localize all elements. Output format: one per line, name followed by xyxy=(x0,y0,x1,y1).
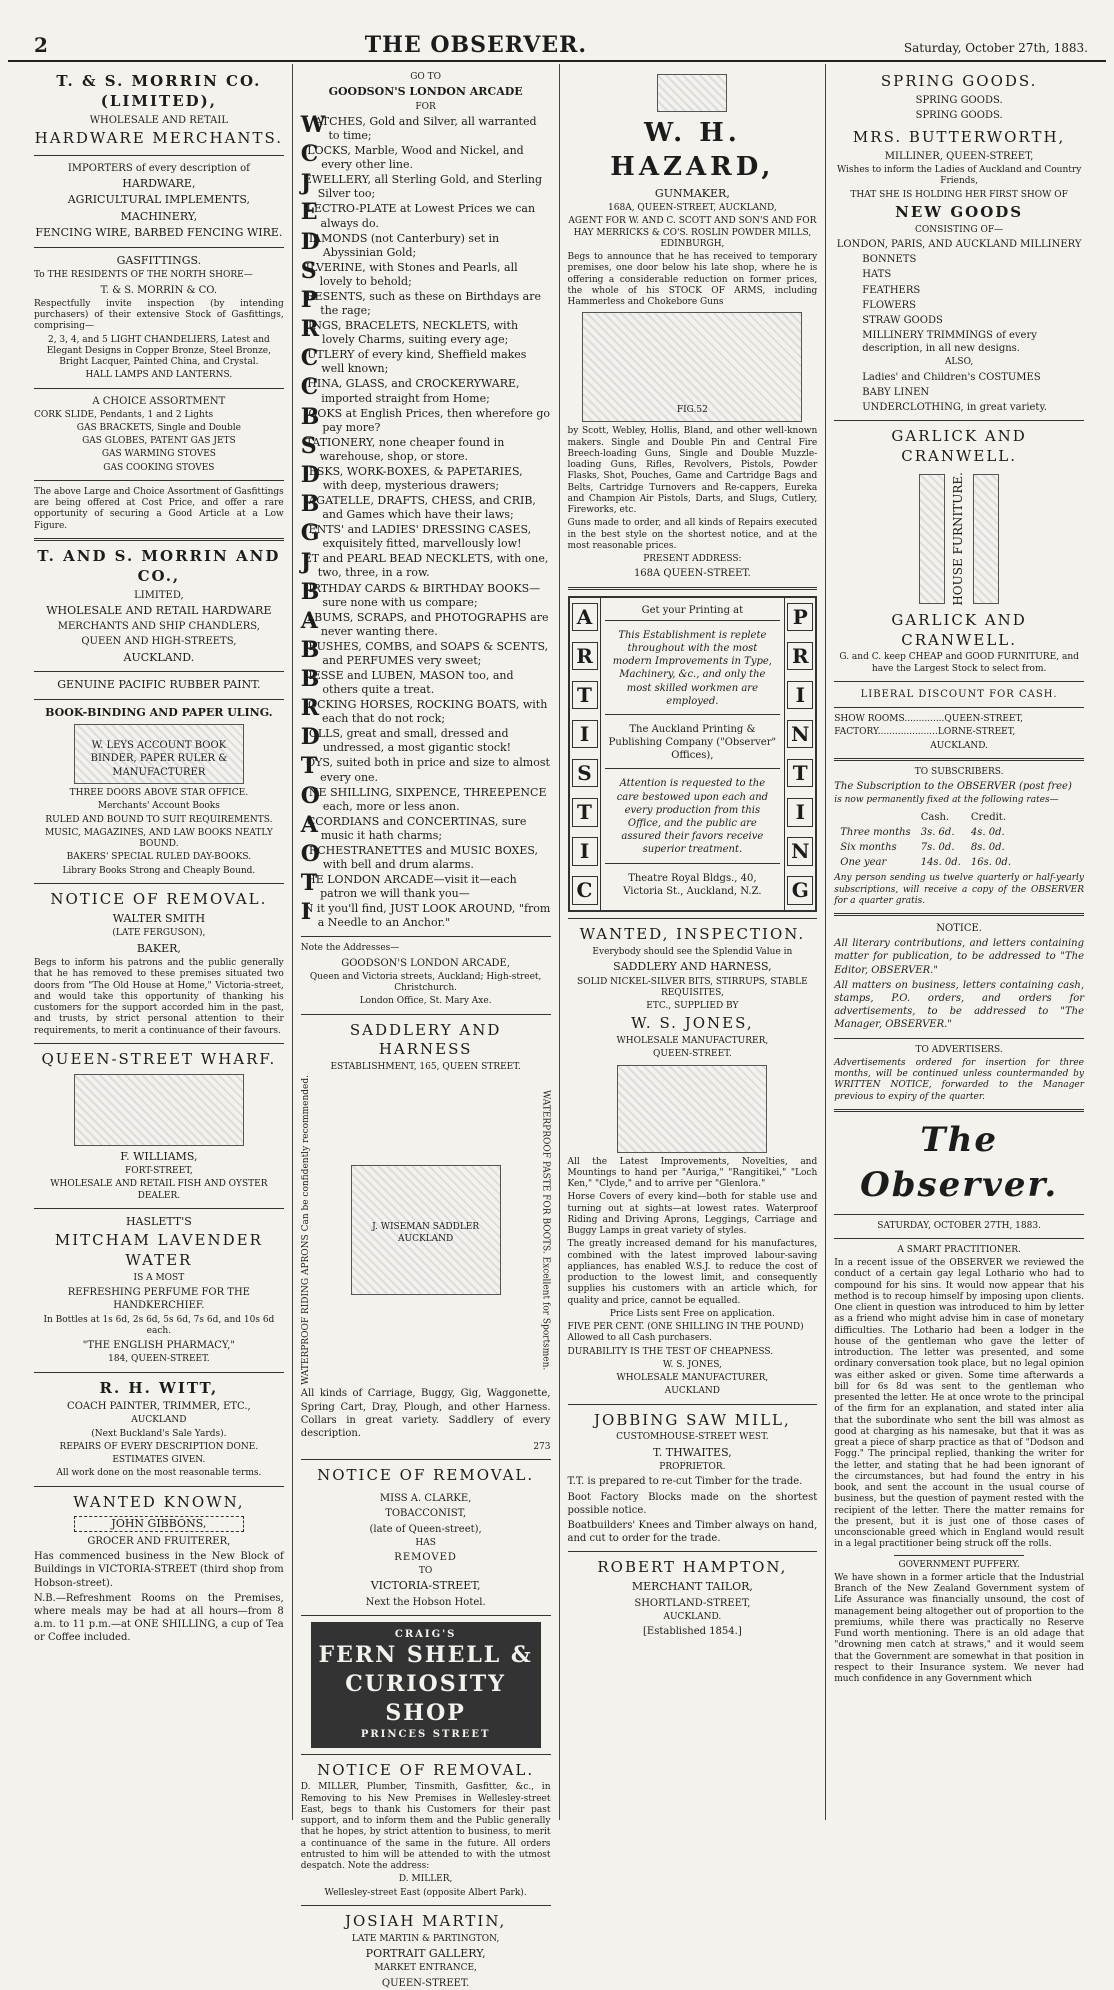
editorial-date: SATURDAY, OCTOBER 27TH, 1883. xyxy=(877,1220,1041,1231)
issue-date: Saturday, October 27th, 1883. xyxy=(903,41,1088,55)
martin-l4: QUEEN-STREET. xyxy=(381,1977,470,1989)
witt-l1: COACH PAINTER, TRIMMER, ETC., xyxy=(67,1401,251,1413)
morrin-c1: CORK SLIDE, Pendants, 1 and 2 Lights xyxy=(34,409,214,420)
printing-left-letter: C xyxy=(572,876,598,904)
witt-l3: (Next Buckland's Sale Yards). xyxy=(91,1428,227,1439)
jones-l6: QUEEN-STREET. xyxy=(653,1049,732,1060)
spring-consisting: CONSISTING OF— xyxy=(915,224,1004,235)
rates-cell: 3s. 6d. xyxy=(920,826,955,838)
clarke-l1: TOBACCONIST, xyxy=(385,1508,467,1520)
morrin-sub1: WHOLESALE AND RETAIL xyxy=(89,114,228,126)
hazard-l1: 168A, QUEEN-STREET, AUCKLAND, xyxy=(608,203,777,214)
spring-also: ALSO, xyxy=(944,357,974,368)
hampton-advert xyxy=(568,1558,818,1638)
spring-item-list-2 xyxy=(834,371,1084,415)
rates-cell: Three months xyxy=(840,826,911,838)
arcade-item: STATIONERY, none cheaper found in warehouse, shop, or store. xyxy=(300,432,505,463)
arcade-item: DESKS, WORK-BOXES, & PAPETARIES, with deep, mysterious drawers; xyxy=(300,461,523,492)
editorial-notice xyxy=(834,922,1084,1032)
notice-p2: All matters on business, letters containing cash, stamps, P.O. orders, and orders for advertisements, to be addressed to "The Manager, OBSERVER." xyxy=(834,979,1084,1031)
hampton-l2: SHORTLAND-STREET, xyxy=(634,1597,751,1609)
arcade-item: TOYS, suited both in price and size to almost every one. xyxy=(300,753,550,784)
printing-it2: Attention is requested to the care bestowed upon each and every production from this Office, and the public are assured their favors receive superior treatment. xyxy=(605,771,781,863)
saddlery-num: 273 xyxy=(533,1442,551,1453)
craig-l1: CRAIG'S xyxy=(394,1629,457,1641)
hazard-heading: W. H. HAZARD, xyxy=(610,118,775,183)
printing-left-letter: T xyxy=(572,681,598,709)
bookbinding-b2: RULED AND BOUND TO SUIT REQUIREMENTS. xyxy=(45,814,273,825)
rates-cell: 4s. 0d. xyxy=(970,826,1005,838)
martin-l1: LATE MARTIN & PARTINGTON, xyxy=(351,1933,500,1944)
martin-advert xyxy=(301,1912,551,1990)
gibbons-body: Has commenced business in the New Block of Buildings in VICTORIA-STREET (third shop from Hobson-street). xyxy=(34,1551,284,1589)
haslett-l3: REFRESHING PERFUME FOR THE HANDKERCHIEF. xyxy=(67,1287,250,1312)
clarke-l7: Next the Hobson Hotel. xyxy=(365,1596,486,1608)
witt-advert xyxy=(34,1379,284,1480)
gibbons-trade: GROCER AND FRUITERER, xyxy=(87,1536,231,1548)
garlick-liberal: LIBERAL DISCOUNT FOR CASH. xyxy=(860,688,1058,700)
morrin-l4: FENCING WIRE, BARBED FENCING WIRE. xyxy=(35,226,283,240)
printing-left-letter: A xyxy=(572,603,598,631)
arcade-item: ONE SHILLING, SIXPENCE, THREEPENCE each, more or less anon. xyxy=(300,782,547,813)
morrin-body3: HALL LAMPS AND LANTERNS. xyxy=(85,370,233,381)
morrin2-l3: MERCHANTS AND SHIP CHANDLERS, xyxy=(57,621,260,633)
arcade-item: CLOCKS, Marble, Wood and Nickel, and every other line. xyxy=(300,141,524,172)
arcade-addr3: London Office, St. Mary Axe. xyxy=(359,996,492,1007)
column-2 xyxy=(293,64,560,1989)
jones-n2: W. S. JONES, xyxy=(662,1359,722,1370)
hazard-body1: Begs to announce that he has received to temporary premises, one door below his late shop, where he is offering a considerable reduction on former prices, the whole of his STOCK OF ARMS, including Hammerless and Chokebore Guns xyxy=(567,252,818,308)
saddlery-body: All kinds of Carriage, Buggy, Gig, Waggonette, Spring Cart, Dray, Plough, and other Harness. Collars in great variety. Saddlery of every description. xyxy=(300,1388,551,1439)
morrin2-l5: AUCKLAND. xyxy=(123,650,195,664)
morrin-closing: The above Large and Choice Assortment of Gasfittings are being offered at Cost Price, and offer a rare opportunity of securing a Good Article at a Low Figure. xyxy=(34,486,284,531)
arcade-note: Note the Addresses— xyxy=(300,943,400,954)
garlick-heading: GARLICK AND CRANWELL. xyxy=(891,427,1027,466)
arcade-item: IN it you'll find, JUST LOOK AROUND, "from a Needle to an Anchor." xyxy=(300,899,551,930)
bookbinding-b4: BAKERS' SPECIAL RULED DAY-BOOKS. xyxy=(66,852,252,863)
arcade-advert xyxy=(301,72,551,1008)
jones-heading: WANTED, INSPECTION. xyxy=(579,924,806,943)
rates-row xyxy=(836,841,1015,854)
artistic-letters xyxy=(570,598,600,910)
saddlery-advert xyxy=(301,1021,551,1454)
garlick-body: G. and C. keep CHEAP and GOOD FURNITURE, and have the Largest Stock to select from. xyxy=(839,652,1079,674)
spring-l2: SPRING GOODS. xyxy=(915,109,1003,121)
arcade-item: ELECTRO-PLATE at Lowest Prices we can always do. xyxy=(300,199,536,230)
smith-body: Begs to inform his patrons and the public generally that he has removed to these premises situated two doors from "The Old House at Home," Victoria-street, and would take this opportunity of thanking his customers for the support accorded him in the past, and trusts, by strict personal attention to their requirements, to merit a continuance of their favours. xyxy=(34,958,284,1036)
hazard-present: PRESENT ADDRESS: xyxy=(643,554,742,565)
morrin-importers: IMPORTERS of every description of xyxy=(67,162,250,174)
spring-item: UNDERCLOTHING, in great variety. xyxy=(862,402,1047,414)
saddlery-sub: ESTABLISHMENT, 165, QUEEN STREET. xyxy=(330,1062,521,1073)
rates-col-credit: Credit. xyxy=(970,811,1007,823)
arcade-addr2: Queen and Victoria streets, Auckland; High-street, Christchurch. xyxy=(309,971,542,994)
morrin-l3: MACHINERY, xyxy=(120,209,198,223)
miller-name: D. MILLER, xyxy=(398,1874,453,1885)
miller-advert xyxy=(301,1761,551,1899)
spring-name: MRS. BUTTERWORTH, xyxy=(852,128,1066,147)
bookbinding-b5: Library Books Strong and Cheaply Bound. xyxy=(62,865,256,876)
clarke-l2: (late of Queen-street), xyxy=(369,1523,482,1535)
printing-letters xyxy=(785,598,815,910)
morrin-to: To THE RESIDENTS OF THE NORTH SHORE— xyxy=(34,270,253,281)
jones-body3: The greatly increased demand for his manufactures, combined with the latest improved labour-saving appliances, has enabled W.S.J. to reduce the cost of production to the lowest limit, and consequently supplies his customers with an article which, for quality and price, cannot be equalled. xyxy=(567,1239,818,1306)
morrin-choice: A CHOICE ASSORTMENT xyxy=(92,395,226,407)
haslett-l5: "THE ENGLISH PHARMACY," xyxy=(82,1340,235,1352)
book-illustration: W. LEYS ACCOUNT BOOK BINDER, PAPER RULER & MANUFACTURER xyxy=(74,724,244,784)
printing-left-letter: I xyxy=(572,837,598,865)
jones-dur: DURABILITY IS THE TEST OF CHEAPNESS. xyxy=(567,1346,774,1357)
morrin-body1: Respectfully invite inspection (by intending purchasers) of their extensive Stock of Gasfittings, comprising— xyxy=(34,298,284,332)
witt-l2: AUCKLAND xyxy=(131,1415,187,1426)
spring-item: FEATHERS xyxy=(862,284,921,296)
morrin-l2: AGRICULTURAL IMPLEMENTS, xyxy=(67,193,251,207)
hazard-advert xyxy=(568,74,818,581)
printing-left-letter: S xyxy=(572,759,598,787)
arcade-item-list xyxy=(300,112,551,930)
rates-row xyxy=(836,856,1015,869)
printing-right-letter: P xyxy=(787,603,813,631)
martin-l2: PORTRAIT GALLERY, xyxy=(365,1946,486,1960)
arcade-item: CUTLERY of every kind, Sheffield makes well known; xyxy=(300,345,527,376)
editorial-section xyxy=(834,1118,1084,1686)
spring-item-list xyxy=(834,253,1084,355)
saddlery-left-text: WATERPROOF RIDING APRONS Can be confidently recommended. xyxy=(300,1075,311,1386)
spring-l5: LONDON, PARIS, AND AUCKLAND MILLINERY xyxy=(836,238,1082,250)
morrin2-l4: QUEEN AND HIGH-STREETS, xyxy=(81,636,237,648)
spring-item: STRAW GOODS xyxy=(862,314,943,326)
wharf-l1: FORT-STREET, xyxy=(124,1166,193,1177)
rates-col-cash: Cash. xyxy=(920,811,950,823)
garlick-heading2: GARLICK AND CRANWELL. xyxy=(891,610,1027,649)
gibbons-name: JOHN GIBBONS, xyxy=(74,1516,244,1533)
arcade-item: PRESENTS, such as these on Birthdays are the rage; xyxy=(300,286,541,318)
spring-item: Ladies' and Children's COSTUMES xyxy=(862,371,1041,383)
craig-l2: FERN SHELL & xyxy=(318,1642,533,1669)
spring-new: NEW GOODS xyxy=(895,202,1024,221)
arcade-goto: GO TO xyxy=(410,72,442,82)
arcade-item: JEWELLERY, all Sterling Gold, and Sterling Silver too; xyxy=(300,170,543,201)
morrin-gas: GASFITTINGS. xyxy=(116,253,202,267)
sawmill-l1: CUSTOMHOUSE-STREET WEST. xyxy=(616,1432,769,1443)
miller-body: D. MILLER, Plumber, Tinsmith, Gasfitter, &c., in Removing to his New Premises in Wellesley-street East, begs to thank his Customers for their past support, and to inform them and the Public generally that he hopes, by strict attention to business, to merit a continuance of the same in the future. All orders entrusted to him will be attended to with the utmost despatch. Note the address: xyxy=(300,1782,551,1872)
haslett-l1: MITCHAM LAVENDER WATER xyxy=(54,1231,263,1270)
printing-bottom: Theatre Royal Bldgs., 40, Victoria St., Auckland, N.Z. xyxy=(623,872,762,897)
morrin-c5: GAS COOKING STOVES xyxy=(103,462,215,473)
spring-goods-advert xyxy=(834,72,1084,414)
morrin2-l2: WHOLESALE AND RETAIL HARDWARE xyxy=(46,603,272,617)
spring-item: BONNETS xyxy=(862,254,917,266)
notice-heading: NOTICE. xyxy=(936,923,982,935)
wharf-advert xyxy=(34,1050,284,1202)
fish-illustration xyxy=(74,1074,244,1146)
martin-heading: JOSIAH MARTIN, xyxy=(344,1911,507,1930)
printing-right-letter: T xyxy=(787,759,813,787)
morrin-advert xyxy=(34,72,284,532)
arcade-item: ACCORDIANS and CONCERTINAS, sure music it hath charms; xyxy=(300,811,527,842)
printing-left-letter: T xyxy=(572,798,598,826)
arcade-item: BOOKS at English Prices, then wherefore go pay more? xyxy=(300,403,551,434)
gibbons-advert xyxy=(34,1493,284,1645)
printing-panel xyxy=(600,598,786,910)
jones-l2: SADDLERY AND HARNESS, xyxy=(613,960,772,973)
wharf-heading: QUEEN-STREET WHARF. xyxy=(41,1049,277,1068)
craig-shop-banner xyxy=(311,1622,541,1747)
article2-title: GOVERNMENT PUFFERY. xyxy=(898,1559,1020,1570)
jones-l4: ETC., SUPPLIED BY xyxy=(646,1001,739,1012)
printing-right-letter: R xyxy=(787,642,813,670)
morrin2-l6: GENUINE PACIFIC RUBBER PAINT. xyxy=(57,678,261,692)
craig-l4: PRINCES STREET xyxy=(360,1729,491,1741)
sawmill-l2: PROPRIETOR. xyxy=(659,1462,726,1473)
hampton-l4: [Established 1854.] xyxy=(643,1626,742,1638)
garlick-auckland: AUCKLAND. xyxy=(930,740,989,751)
clarke-l5: TO xyxy=(418,1566,433,1577)
subscribers-notice xyxy=(834,767,1084,907)
arcade-item: WATCHES, Gold and Silver, all warranted to time; xyxy=(300,112,537,143)
printing-it1: This Establishment is replete throughout with the most modern Improvements in Type, Machinery, &c., and only the most skilled workmen are employed. xyxy=(605,623,781,715)
arcade-addr1: GOODSON'S LONDON ARCADE, xyxy=(341,957,511,969)
haslett-heading: HASLETT'S xyxy=(125,1214,192,1228)
miller-addr: Wellesley-street East (opposite Albert Park). xyxy=(324,1887,527,1898)
jones-n3: WHOLESALE MANUFACTURER, xyxy=(616,1373,769,1384)
sawmill-body2: Boot Factory Blocks made on the shortest possible notice. xyxy=(567,1491,818,1516)
gibbons-heading: WANTED KNOWN, xyxy=(73,1492,245,1511)
printing-top: Get your Printing at xyxy=(605,604,781,621)
masthead xyxy=(8,8,1106,62)
subscribers-heading: TO SUBSCRIBERS. xyxy=(914,766,1004,777)
morrin-co: T. & S. MORRIN & CO. xyxy=(100,284,218,296)
witt-l5: ESTIMATES GIVEN. xyxy=(112,1455,206,1466)
arcade-item: BIRTHDAY CARDS & BIRTHDAY BOOKS—sure none with us compare; xyxy=(300,578,541,609)
columns xyxy=(26,64,1092,1989)
printing-left-letter: R xyxy=(572,642,598,670)
arcade-item: ORCHESTRANETTES and MUSIC BOXES, with bell and drum alarms. xyxy=(300,840,539,871)
rates-cell: 16s. 0d. xyxy=(970,857,1012,869)
morrin2-l1: LIMITED, xyxy=(134,589,184,601)
gun-illustration: FIG.52 xyxy=(582,312,802,422)
printing-right-letter: I xyxy=(787,681,813,709)
printing-mid: The Auckland Printing & Publishing Company ("Observer" Offices), xyxy=(605,717,781,770)
haslett-l4: In Bottles at 1s 6d, 2s 6d, 5s 6d, 7s 6d, and 10s 6d each. xyxy=(43,1314,275,1336)
spring-l1: SPRING GOODS. xyxy=(915,94,1003,106)
miller-heading: NOTICE OF REMOVAL. xyxy=(317,1760,535,1779)
article1-body: In a recent issue of the OBSERVER we reviewed the conduct of a certain gay legal Lothario who had to compound for his sins. It would now appear that his method is to recoup himself by imposing upon clients. One client in question was introduced to him by letter as a friend who might advise him in case of monetary difficulties. The Lothario had been a lodger in the house of the gentleman who gave the letter of introduction. The letter was presented, and some ordinary conversation took place, but no legal opinion was either asked or given. Some time afterwards a bill for 6s 8d was sent to the gentleman who presented the letter. He at once wrote to the principal of the firm for an explanation, and stated inter alia that the subordinate who sent the bill was almost as good at charging as his namesake, but that it was as great a piece of sharp practice as that of "Dodson and Fogg." The principal replied, thanking the writer for the letter, and stating that he had been ignorant of the circumstances, but had found the entry in his book, and sent the account in the usual course of business, but the question of payment rested with the recipient of the letter. There the matter remains for the present, but it is just one of those cases of unconscionable greed which in England would result in a legal practitioner being struck off the rolls. xyxy=(834,1258,1084,1550)
arcade-item: THE LONDON ARCADE—visit it—each patron we will thank you— xyxy=(300,870,517,901)
morrin-c3: GAS GLOBES, PATENT GAS JETS xyxy=(82,436,236,447)
page-number: 2 xyxy=(34,33,48,57)
printing-right-letter: G xyxy=(787,876,813,904)
rates-cell: Six months xyxy=(840,841,897,853)
arcade-item: CHINA, GLASS, and CROCKERYWARE, imported straight from Home; xyxy=(300,374,520,405)
haslett-l6: 184, QUEEN-STREET. xyxy=(108,1354,210,1365)
spring-trade: MILLINER, QUEEN-STREET, xyxy=(884,150,1034,162)
haslett-l2: IS A MOST xyxy=(133,1272,185,1283)
newspaper-page xyxy=(8,8,1106,1989)
advertisers-heading: TO ADVERTISERS. xyxy=(915,1044,1003,1055)
subscription-rates-table xyxy=(834,809,1017,872)
sawmill-body1: T.T. is prepared to re-cut Timber for the trade. xyxy=(567,1476,803,1488)
arcade-item: ROCKING HORSES, ROCKING BOATS, with each that do not rock; xyxy=(300,695,548,726)
jones-l5: WHOLESALE MANUFACTURER, xyxy=(616,1036,769,1047)
clarke-l3: HAS xyxy=(415,1537,436,1548)
witt-l4: REPAIRS OF EVERY DESCRIPTION DONE. xyxy=(59,1441,259,1452)
rates-cell: 7s. 0d. xyxy=(920,841,955,853)
garlick-show: SHOW ROOMS..............QUEEN-STREET, xyxy=(834,714,1024,725)
article1-title: A SMART PRACTITIONER. xyxy=(897,1244,1021,1255)
clarke-advert xyxy=(301,1466,551,1609)
morrin-body2: 2, 3, 4, and 5 LIGHT CHANDELIERS, Latest and Elegant Designs in Copper Bronze, Steel Bronze, Bright Lacquer, Painted China, and Crystal. xyxy=(46,334,271,368)
newspaper-title: THE OBSERVER. xyxy=(364,32,588,58)
jones-l3: SOLID NICKEL-SILVER BITS, STIRRUPS, STABLE REQUISITES, xyxy=(577,976,808,998)
rates-row xyxy=(836,826,1015,839)
smith-trade: BAKER, xyxy=(136,941,181,955)
arcade-item: DIAMONDS (not Canterbury) set in Abyssinian Gold; xyxy=(300,228,500,259)
morrin-heading: T. & S. MORRIN CO. (LIMITED), xyxy=(56,72,262,110)
spring-item: MILLINERY TRIMMINGS of every description, in all new designs. xyxy=(862,330,1037,355)
subscribers-note: Any person sending us twelve quarterly or half-yearly subscriptions, will receive a copy of the OBSERVER for a quarter gratis. xyxy=(834,873,1084,906)
jones-name: W. S. JONES, xyxy=(631,1014,754,1033)
hampton-l3: AUCKLAND. xyxy=(663,1611,722,1622)
gibbons-nb: N.B.—Refreshment Rooms on the Premises, where meals may be had at all hours—from 8 a.m. to 11 p.m.—at ONE SHILLING, a cup of Tea or Coffee included. xyxy=(34,1592,284,1644)
clarke-name: MISS A. CLARKE, xyxy=(379,1493,472,1505)
saddlery-heading: SADDLERY AND HARNESS xyxy=(349,1020,502,1059)
clarke-heading: NOTICE OF REMOVAL. xyxy=(317,1466,535,1485)
rates-cell: One year xyxy=(840,857,887,869)
bookbinding-heading: BOOK-BINDING AND PAPER ULING. xyxy=(45,705,273,719)
column-4 xyxy=(826,64,1092,1820)
arcade-for: FOR xyxy=(415,101,436,112)
smith-name: WALTER SMITH xyxy=(112,911,206,925)
smith-heading: NOTICE OF REMOVAL. xyxy=(50,889,268,908)
hampton-heading: ROBERT HAMPTON, xyxy=(597,1558,788,1577)
jones-n4: AUCKLAND xyxy=(664,1386,720,1397)
morrin-c2: GAS BRACKETS, Single and Double xyxy=(76,422,241,433)
bookbinding-advert xyxy=(34,706,284,877)
bookbinding-b1: Merchants' Account Books xyxy=(97,801,220,812)
jones-l1: Everybody should see the Splendid Value in xyxy=(592,946,793,957)
hazard-addr: 168A QUEEN-STREET. xyxy=(633,568,751,580)
haslett-advert xyxy=(34,1215,284,1366)
sawmill-advert xyxy=(568,1411,818,1546)
spring-item: HATS xyxy=(862,269,892,281)
printing-right-letter: N xyxy=(787,720,813,748)
printing-right-letter: N xyxy=(787,837,813,865)
editorial-masthead: The Observer. xyxy=(860,1119,1059,1205)
saddle-harness-illustration xyxy=(617,1065,767,1153)
royal-arms-illustration xyxy=(657,74,727,112)
saddlery-right-text: WATERPROOF PASTE FOR BOOTS. Excellent for Sportsmen. xyxy=(540,1090,551,1371)
martin-l3: MARKET ENTRANCE, xyxy=(374,1963,477,1974)
bookbinding-doors: THREE DOORS ABOVE STAR OFFICE. xyxy=(69,788,249,799)
arcade-item: JET and PEARL BEAD NECKLETS, with one, two, three, in a row. xyxy=(300,549,549,580)
spring-l3: Wishes to inform the Ladies of Auckland and Country Friends, xyxy=(836,165,1082,187)
arcade-item: DOLLS, great and small, dressed and undressed, a most gigantic stock! xyxy=(300,724,512,755)
morrin2-advert xyxy=(34,547,284,693)
garlick-vert: HOUSE FURNITURE. xyxy=(951,472,966,606)
wharf-name: F. WILLIAMS, xyxy=(120,1149,198,1163)
printing-left-letter: I xyxy=(572,720,598,748)
subscribers-l1: The Subscription to the OBSERVER (post free) xyxy=(834,781,1072,793)
rates-cell: 8s. 0d. xyxy=(970,841,1005,853)
arcade-item: ALBUMS, SCRAPS, and PHOTOGRAPHS are never wanting there. xyxy=(300,607,549,638)
craig-l3: CURIOSITY SHOP xyxy=(345,1671,506,1727)
arcade-item: RINGS, BRACELETS, NECKLETS, with lovely Charms, suiting every age; xyxy=(300,316,519,347)
arcade-item: BAGATELLE, DRAFTS, CHESS, and CRIB, and Games which have their laws; xyxy=(300,491,536,522)
clarke-l4: REMOVED xyxy=(394,1551,457,1563)
arcade-item: BRUSHES, COMBS, and SOAPS & SCENTS, and PERFUMES very sweet; xyxy=(300,636,549,667)
article2-body: We have shown in a former article that the Industrial Branch of the New Zealand Government system of Life Assurance was financially unsound, the cost of management being altogether out of proportion to the premiums, while there was practically no Reserve Fund worth mentioning. There is an old adage that "drowning men catch at straws," and it would seem that the Government are somewhat in that position in respect to their Insurance system. We never had much confidence in any Government which xyxy=(834,1572,1084,1685)
jones-five: FIVE PER CENT. (ONE SHILLING IN THE POUND) Allowed to all Cash purchasers. xyxy=(567,1322,804,1344)
bookbinding-b3: MUSIC, MAGAZINES, AND LAW BOOKS NEATLY BOUND. xyxy=(44,827,273,850)
artistic-printing-advert xyxy=(568,596,818,912)
spring-l4: THAT SHE IS HOLDING HER FIRST SHOW OF xyxy=(850,189,1068,200)
jones-body1: All the Latest Improvements, Novelties, and Mountings to hand per "Auriga," "Rangitikei," "Loch Ken," "Clyde," and to arrive per "Glenlora." xyxy=(567,1156,818,1190)
jones-advert xyxy=(568,925,818,1398)
wharf-l2: WHOLESALE AND RETAIL FISH AND OYSTER DEALER. xyxy=(50,1179,268,1201)
jones-body4: Price Lists sent Free on application. xyxy=(609,1308,775,1319)
morrin-c4: GAS WARMING STOVES xyxy=(101,449,216,460)
arcade-heading: GOODSON'S LONDON ARCADE xyxy=(328,85,523,99)
hazard-l2: AGENT FOR W. AND C. SCOTT AND SON'S AND FOR HAY MERRICKS & CO'S. ROSLIN POWDER MILLS, EDINBURGH, xyxy=(568,216,817,249)
sawmill-name: T. THWAITES, xyxy=(653,1445,732,1459)
subscribers-l2: is now permanently fixed at the following rates— xyxy=(834,795,1059,806)
advertisers-notice xyxy=(834,1045,1084,1103)
morrin2-heading: T. AND S. MORRIN AND CO., xyxy=(37,546,281,585)
column-3 xyxy=(560,64,827,1820)
clarke-l6: VICTORIA-STREET, xyxy=(370,1579,481,1593)
saddle-illustration: J. WISEMAN SADDLER AUCKLAND xyxy=(351,1165,501,1295)
hazard-body3: Guns made to order, and all kinds of Repairs executed in the best style on the shortest notice, and at the most reasonable prices. xyxy=(567,518,818,551)
sawmill-body3: Boatbuilders' Knees and Timber always on hand, and cut to order for the trade. xyxy=(567,1519,818,1545)
morrin-l1: HARDWARE, xyxy=(122,176,196,190)
spring-item: FLOWERS xyxy=(862,299,916,311)
jones-body2: Horse Covers of every kind—both for stable use and turning out at sights—at lowest rates. Waterproof Riding and Driving Aprons, Leggings, Carriage and Buggy Lamps in great variety of styles. xyxy=(567,1192,818,1237)
spring-item: BABY LINEN xyxy=(862,386,930,398)
witt-heading: R. H. WITT, xyxy=(99,1378,219,1397)
hazard-body2: by Scott, Webley, Hollis, Bland, and other well-known makers. Single and Double Pin and Central Fire Breech-loading Guns, Single and Double Muzzle-loading Guns, Rifles, Revolvers, Pistols, Powder Flasks, Shot, Pouches, Game and Cartridge Bags and Belts, Cartridge Turnovers and Re-cappers, Eureka and Champion Air Pistols, Darts, and Slugs, Cutlery, Fireworks, etc. xyxy=(567,426,818,516)
advertisers-body: Advertisements ordered for insertion for three months, will be continued unless countermanded by WRITTEN NOTICE, forwarded to the Manager previous to expiry of the quarter. xyxy=(834,1057,1084,1102)
smith-late: (LATE FERGUSON), xyxy=(112,928,206,939)
arcade-item: BIESSE and LUBEN, MASON too, and others quite a treat. xyxy=(300,665,514,697)
arcade-item: SILVERINE, with Stones and Pearls, all lovely to behold; xyxy=(300,257,518,288)
witt-l6: All work done on the most reasonable terms. xyxy=(56,1468,262,1479)
spring-heading: SPRING GOODS. xyxy=(880,72,1038,90)
garlick-factory: FACTORY.....................LORNE-STREET, xyxy=(834,727,1016,738)
column-1 xyxy=(26,64,293,1820)
sawmill-heading: JOBBING SAW MILL, xyxy=(593,1410,791,1429)
rates-cell: 14s. 0d. xyxy=(920,857,961,869)
hampton-l1: MERCHANT TAILOR, xyxy=(631,1580,753,1594)
garlick-advert xyxy=(834,427,1084,752)
printing-right-letter: I xyxy=(787,798,813,826)
notice-p1: All literary contributions, and letters containing matter for publication, to be addressed to "The Editor, OBSERVER." xyxy=(834,938,1084,976)
smith-removal-advert xyxy=(34,890,284,1037)
morrin-sub2: HARDWARE MERCHANTS. xyxy=(34,128,284,147)
arcade-item: GENTS' and LADIES' DRESSING CASES, exquisitely fitted, marvellously low! xyxy=(300,520,532,551)
hazard-trade: GUNMAKER, xyxy=(654,186,730,200)
